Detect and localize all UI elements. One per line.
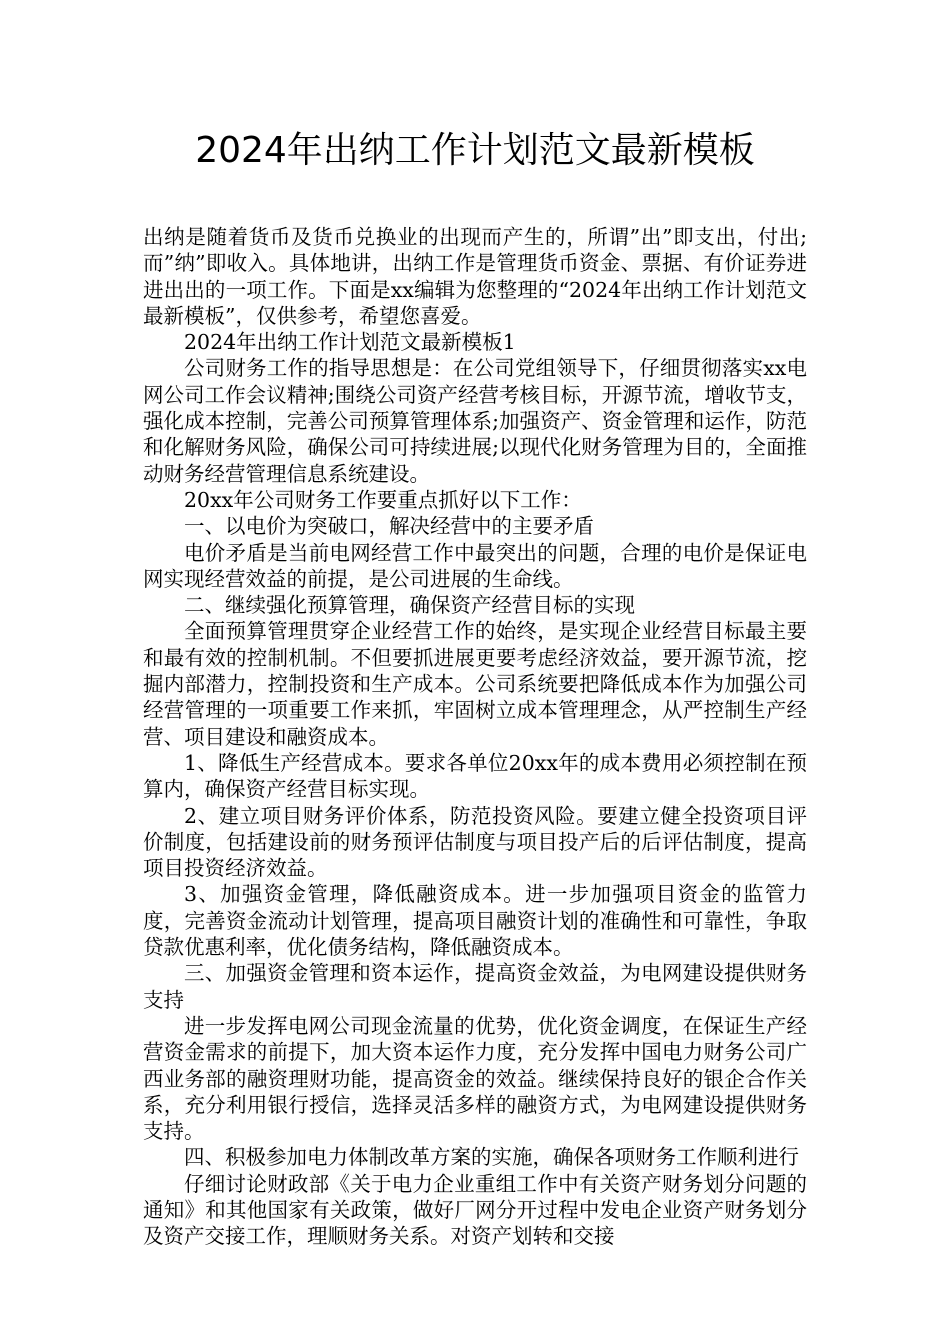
body-paragraph: 四、积极参加电力体制改革方案的实施，确保各项财务工作顺利进行 (184, 1145, 799, 1170)
body-paragraph: 2、建立项目财务评价体系，防范投资风险。要建立健全投资项目评价制度，包括建设前的财务预评估制度与项目投产后的后评估制度，提高项目投资经济效益。 (143, 803, 807, 881)
body-paragraph: 一、以电价为突破口，解决经营中的主要矛盾 (184, 514, 594, 539)
body-paragraph: 二、继续强化预算管理，确保资产经营目标的实现 (184, 593, 635, 618)
body-paragraph: 全面预算管理贯穿企业经营工作的始终，是实现企业经营目标最主要和最有效的控制机制。不但要抓进展更要考虑经济效益，要开源节流，挖掘内部潜力，控制投资和生产成本。公司系统要把降低成本作为加强公司经营管理的一项重要工作来抓，牢固树立成本管理理念，从严控制生产经营、项目建设和融资成本。 (143, 619, 807, 749)
body-paragraph: 1、降低生产经营成本。要求各单位20xx年的成本费用必须控制在预算内，确保资产经营目标实现。 (143, 750, 807, 802)
body-paragraph: 进一步发挥电网公司现金流量的优势，优化资金调度，在保证生产经营资金需求的前提下，加大资本运作力度，充分发挥中国电力财务公司广西业务部的融资理财功能，提高资金的效益。继续保持良好的银企合作关系，充分利用银行授信，选择灵活多样的融资方式，为电网建设提供财务支持。 (143, 1013, 807, 1144)
body-paragraph: 仔细讨论财政部《关于电力企业重组工作中有关资产财务划分问题的通知》和其他国家有关政策，做好厂网分开过程中发电企业资产财务划分及资产交接工作，理顺财务关系。对资产划转和交接 (143, 1171, 807, 1249)
document-title: 2024年出纳工作计划范文最新模板 (195, 130, 755, 171)
body-paragraph: 出纳是随着货币及货币兑换业的出现而产生的，所谓”出”即支出，付出;而”纳”即收入。具体地讲，出纳工作是管理货币资金、票据、有价证券进进出出的一项工作。下面是xx编辑为您整理的“2024年出纳工作计划范文最新模板”，仅供参考，希望您喜爱。 (143, 225, 807, 328)
body-paragraph: 三、加强资金管理和资本运作，提高资金效益，为电网建设提供财务支持 (143, 961, 807, 1012)
body-paragraph: 公司财务工作的指导思想是：在公司党组领导下，仔细贯彻落实xx电网公司工作会议精神;围绕公司资产经营考核目标，开源节流，增收节支，强化成本控制，完善公司预算管理体系;加强资产、资金管理和运作，防范和化解财务风险，确保公司可持续进展;以现代化财务管理为目的，全面推动财务经营管理信息系统建设。 (143, 356, 807, 486)
document-body (143, 224, 807, 1250)
body-paragraph: 2024年出纳工作计划范文最新模板1 (184, 330, 516, 355)
body-paragraph: 3、加强资金管理，降低融资成本。进一步加强项目资金的监管力度，完善资金流动计划管理，提高项目融资计划的准确性和可靠性，争取贷款优惠利率，优化债务结构，降低融资成本。 (143, 882, 807, 960)
body-paragraph: 20xx年公司财务工作要重点抓好以下工作： (184, 487, 582, 512)
body-paragraph: 电价矛盾是当前电网经营工作中最突出的问题，合理的电价是保证电网实现经营效益的前提，是公司进展的生命线。 (143, 540, 807, 591)
